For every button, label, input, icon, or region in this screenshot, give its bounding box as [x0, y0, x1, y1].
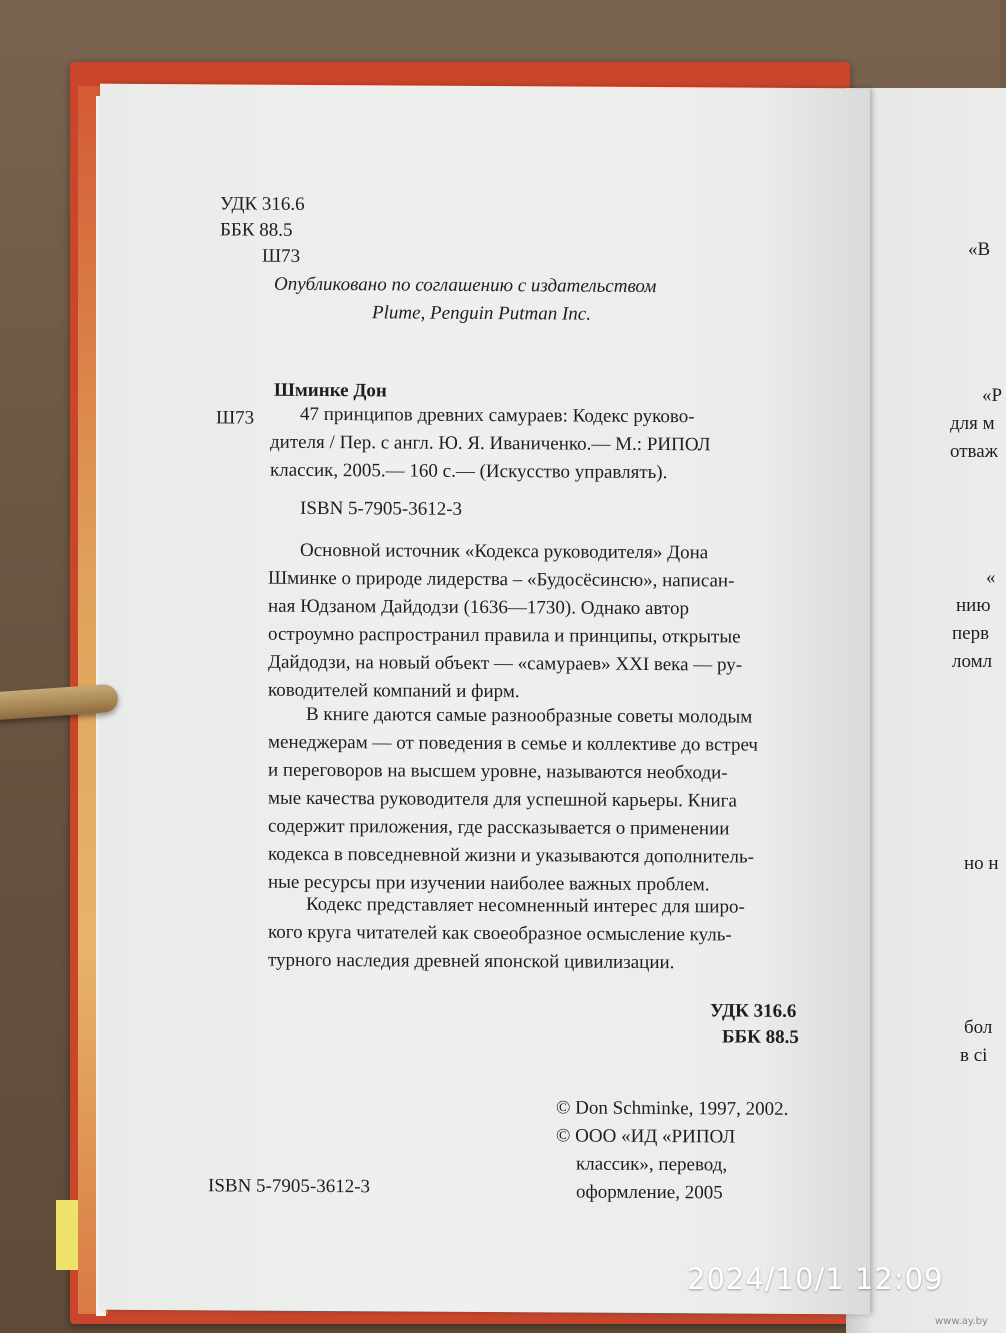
annotation-line: ная Юдзаном Дайдодзи (1636—1730). Однако автор: [268, 595, 689, 620]
right-fragment: в сі: [960, 1045, 988, 1066]
right-fragment: отваж: [950, 441, 998, 462]
bib-author-mark: Ш73: [216, 407, 255, 429]
annotation-line: мые качества руководителя для успешной карьеры. Книга: [268, 787, 737, 812]
annotation-line: остроумно распространил правила и принципы, открытые: [268, 623, 741, 648]
title-verso-page: [100, 84, 870, 1315]
annotation-line: содержит приложения, где рассказывается о применении: [268, 815, 730, 840]
annotation-line: Основной источник «Кодекса руководителя» Дона: [300, 539, 709, 564]
right-fragment: «Р: [982, 385, 1003, 406]
annotation-line: ные ресурсы при изучении наиболее важных проблем.: [268, 871, 710, 896]
annotation-para-1: [268, 537, 742, 708]
right-page: [846, 88, 1006, 1333]
footer-udk: УДК 316.6: [710, 1000, 797, 1022]
annotation-line: В книге даются самые разнообразные советы молодым: [306, 703, 753, 728]
footer-bbk: ББК 88.5: [722, 1026, 799, 1048]
right-fragment: нию: [956, 595, 991, 616]
photo-date-stamp: 2024/10/1 12:09: [687, 1262, 944, 1296]
bottom-isbn: ISBN 5-7905-3612-3: [208, 1175, 371, 1198]
annotation-line: Кодекс представляет несомненный интерес для широ-: [306, 893, 745, 918]
cover-yellow-strip: [56, 1200, 78, 1270]
isbn: ISBN 5-7905-3612-3: [300, 497, 463, 520]
author-name: Шминке Дон: [274, 379, 387, 402]
right-fragment: перв: [952, 623, 990, 644]
bib-line: классик, 2005.— 160 с.— (Искусство управлять).: [270, 459, 668, 484]
bib-line: 47 принципов древних самураев: Кодекс руково-: [300, 403, 695, 428]
annotation-line: Дайдодзи, на новый объект — «самураев» XXI века — ру-: [268, 651, 743, 676]
bib-description: [300, 401, 695, 431]
annotation-para-3: [268, 891, 745, 978]
annotation-line: Шминке о природе лидерства – «Будосёсинсю», написан-: [268, 567, 735, 592]
copyright-publisher-cont: классик», перевод,: [576, 1153, 728, 1176]
bib-description-cont: [270, 429, 711, 488]
right-fragment: ломл: [952, 651, 993, 672]
udk-code: УДК 316.6: [220, 193, 305, 215]
bib-line: дителя / Пер. с англ. Ю. Я. Иваниченко.— М.: РИПОЛ: [270, 431, 711, 456]
copyright-author: © Don Schminke, 1997, 2002.: [556, 1097, 789, 1120]
right-fragment: бол: [964, 1017, 993, 1038]
annotation-line: кого круга читателей как своеобразное осмысление куль-: [268, 921, 732, 946]
right-fragment: но н: [964, 853, 999, 874]
right-fragment: «: [986, 567, 996, 588]
annotation-para-2: [268, 701, 758, 900]
copyright-publisher: © ООО «ИД «РИПОЛ: [556, 1125, 736, 1148]
annotation-line: менеджерам — от поведения в семье и коллективе до встреч: [268, 731, 758, 756]
bbk-code: ББК 88.5: [220, 219, 293, 241]
author-mark: Ш73: [262, 245, 301, 267]
annotation-line: и переговоров на высшем уровне, называются необходи-: [268, 759, 728, 784]
copyright-year: оформление, 2005: [576, 1181, 723, 1204]
annotation-line: турного наследия древней японской цивилизации.: [268, 949, 675, 974]
watermark: www.ay.by: [935, 1316, 988, 1327]
publication-note: Опубликовано по соглашению с издательством: [274, 273, 657, 298]
annotation-line: кодекса в повседневной жизни и указываются дополнитель-: [268, 843, 754, 868]
right-fragment: для м: [950, 413, 995, 434]
right-fragment: «В: [968, 239, 991, 260]
publisher-name: Plume, Penguin Putman Inc.: [372, 302, 591, 325]
annotation-line: ководителей компаний и фирм.: [268, 679, 520, 703]
